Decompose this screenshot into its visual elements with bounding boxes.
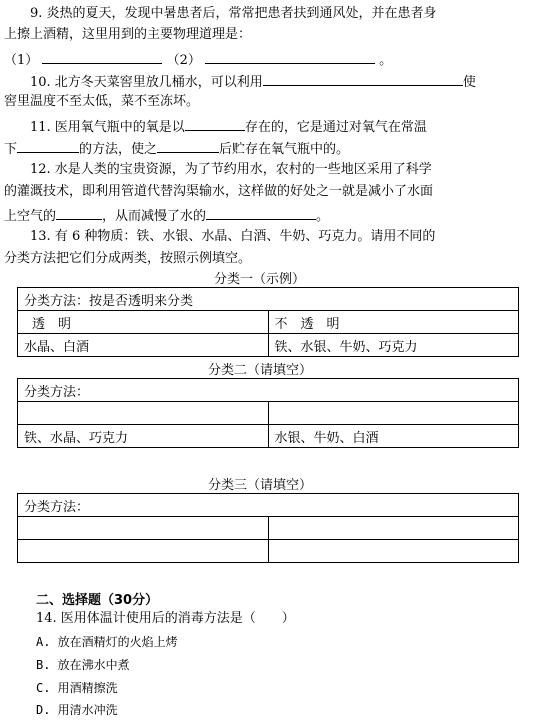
q11-line2 bbox=[4, 139, 349, 158]
q11-blank3[interactable] bbox=[157, 139, 219, 153]
table2-col2-blank[interactable] bbox=[268, 402, 519, 425]
classification-table-2 bbox=[17, 378, 519, 448]
q9-blank2[interactable] bbox=[205, 50, 375, 64]
q12-blank2[interactable] bbox=[206, 206, 316, 220]
table2-col1-blank[interactable] bbox=[18, 402, 269, 425]
table3-col2-items-blank[interactable] bbox=[268, 540, 519, 563]
q9-line1: 9. 炎热的夏天，发现中暑患者后，常常把患者扶到通风处，并在患者身 bbox=[30, 6, 437, 21]
q10-line1 bbox=[30, 72, 476, 91]
table2-caption: 分类二（请填空） bbox=[208, 363, 313, 378]
q12-line2: 的灌溉技术，即利用管道代替沟渠输水，这样做的好处之一就是减小了水面 bbox=[4, 184, 434, 199]
q11-text-c: 下 bbox=[4, 142, 18, 157]
table3-col1-header-blank[interactable] bbox=[18, 517, 269, 540]
table1-col2-items: 铁、水银、牛奶、巧克力 bbox=[268, 334, 519, 357]
q14-option-b[interactable]: B. 放在沸水中煮 bbox=[36, 658, 130, 672]
q14-option-a[interactable]: A. 放在酒精灯的火焰上烤 bbox=[36, 635, 178, 649]
q14-option-c[interactable]: C. 用酒精擦洗 bbox=[36, 681, 118, 695]
q12-line3 bbox=[4, 206, 329, 225]
q14-stem: 14. 医用体温计使用后的消毒方法是（ ） bbox=[36, 611, 295, 626]
table2-method[interactable]: 分类方法： bbox=[18, 379, 519, 402]
table1-caption: 分类一（示例） bbox=[214, 272, 306, 287]
q13-line2: 分类方法把它们分成两类，按照示例填空。 bbox=[4, 251, 252, 266]
table3-caption: 分类三（请填空） bbox=[208, 478, 313, 493]
section-title: 二、选择题（30分） bbox=[36, 593, 159, 608]
table3-col2-header-blank[interactable] bbox=[268, 517, 519, 540]
table1-method: 分类方法：按是否透明来分类 bbox=[18, 288, 519, 311]
q9-line2: 上擦上酒精，这里用到的主要物理道理是： bbox=[4, 27, 252, 42]
q9-end: 。 bbox=[379, 53, 393, 68]
table2-col1-items: 铁、水晶、巧克力 bbox=[18, 425, 269, 448]
q12-text-b: ，从而减慢了水的 bbox=[102, 209, 207, 224]
table1-col1-header: 透 明 bbox=[18, 311, 269, 334]
table3-method[interactable]: 分类方法： bbox=[18, 494, 519, 517]
q13-line1: 13. 有 6 种物质：铁、水银、水晶、白酒、牛奶、巧克力。请用不同的 bbox=[30, 229, 436, 244]
classification-table-1 bbox=[17, 287, 519, 357]
q10-text-a: 10. 北方冬天菜窖里放几桶水，可以利用 bbox=[30, 75, 263, 90]
q9-blank1[interactable] bbox=[42, 50, 162, 64]
q12-text-c: 。 bbox=[316, 209, 330, 224]
q11-line1 bbox=[30, 117, 427, 136]
q11-text-b: 存在的，它是通过对氧气在常温 bbox=[244, 120, 427, 135]
q10-line2: 窖里温度不至太低，菜不至冻坏。 bbox=[4, 94, 200, 109]
q12-line1: 12. 水是人类的宝贵资源，为了节约用水，农村的一些地区采用了科学 bbox=[30, 162, 432, 177]
table3-col1-items-blank[interactable] bbox=[18, 540, 269, 563]
q9-blank1-label: （1） bbox=[4, 53, 39, 68]
q11-blank1[interactable] bbox=[185, 117, 245, 131]
q12-blank1[interactable] bbox=[56, 206, 102, 220]
table2-col2-items: 水银、牛奶、白酒 bbox=[268, 425, 519, 448]
q9-answer-line bbox=[4, 50, 392, 69]
table1-col2-header: 不 透 明 bbox=[268, 311, 519, 334]
q11-blank2[interactable] bbox=[17, 139, 79, 153]
q9-blank2-label: （2） bbox=[166, 53, 201, 68]
q11-text-d: 的方法，使之 bbox=[79, 142, 158, 157]
q14-option-d[interactable]: D. 用清水冲洗 bbox=[36, 703, 118, 717]
q10-blank[interactable] bbox=[263, 72, 463, 86]
q10-text-b: 使 bbox=[462, 75, 476, 90]
table1-col1-items: 水晶、白酒 bbox=[18, 334, 269, 357]
classification-table-3 bbox=[17, 493, 519, 563]
q12-text-a: 上空气的 bbox=[4, 209, 57, 224]
q11-text-a: 11. 医用氧气瓶中的氧是以 bbox=[30, 120, 185, 135]
q11-text-e: 后贮存在氧气瓶中的。 bbox=[219, 142, 350, 157]
